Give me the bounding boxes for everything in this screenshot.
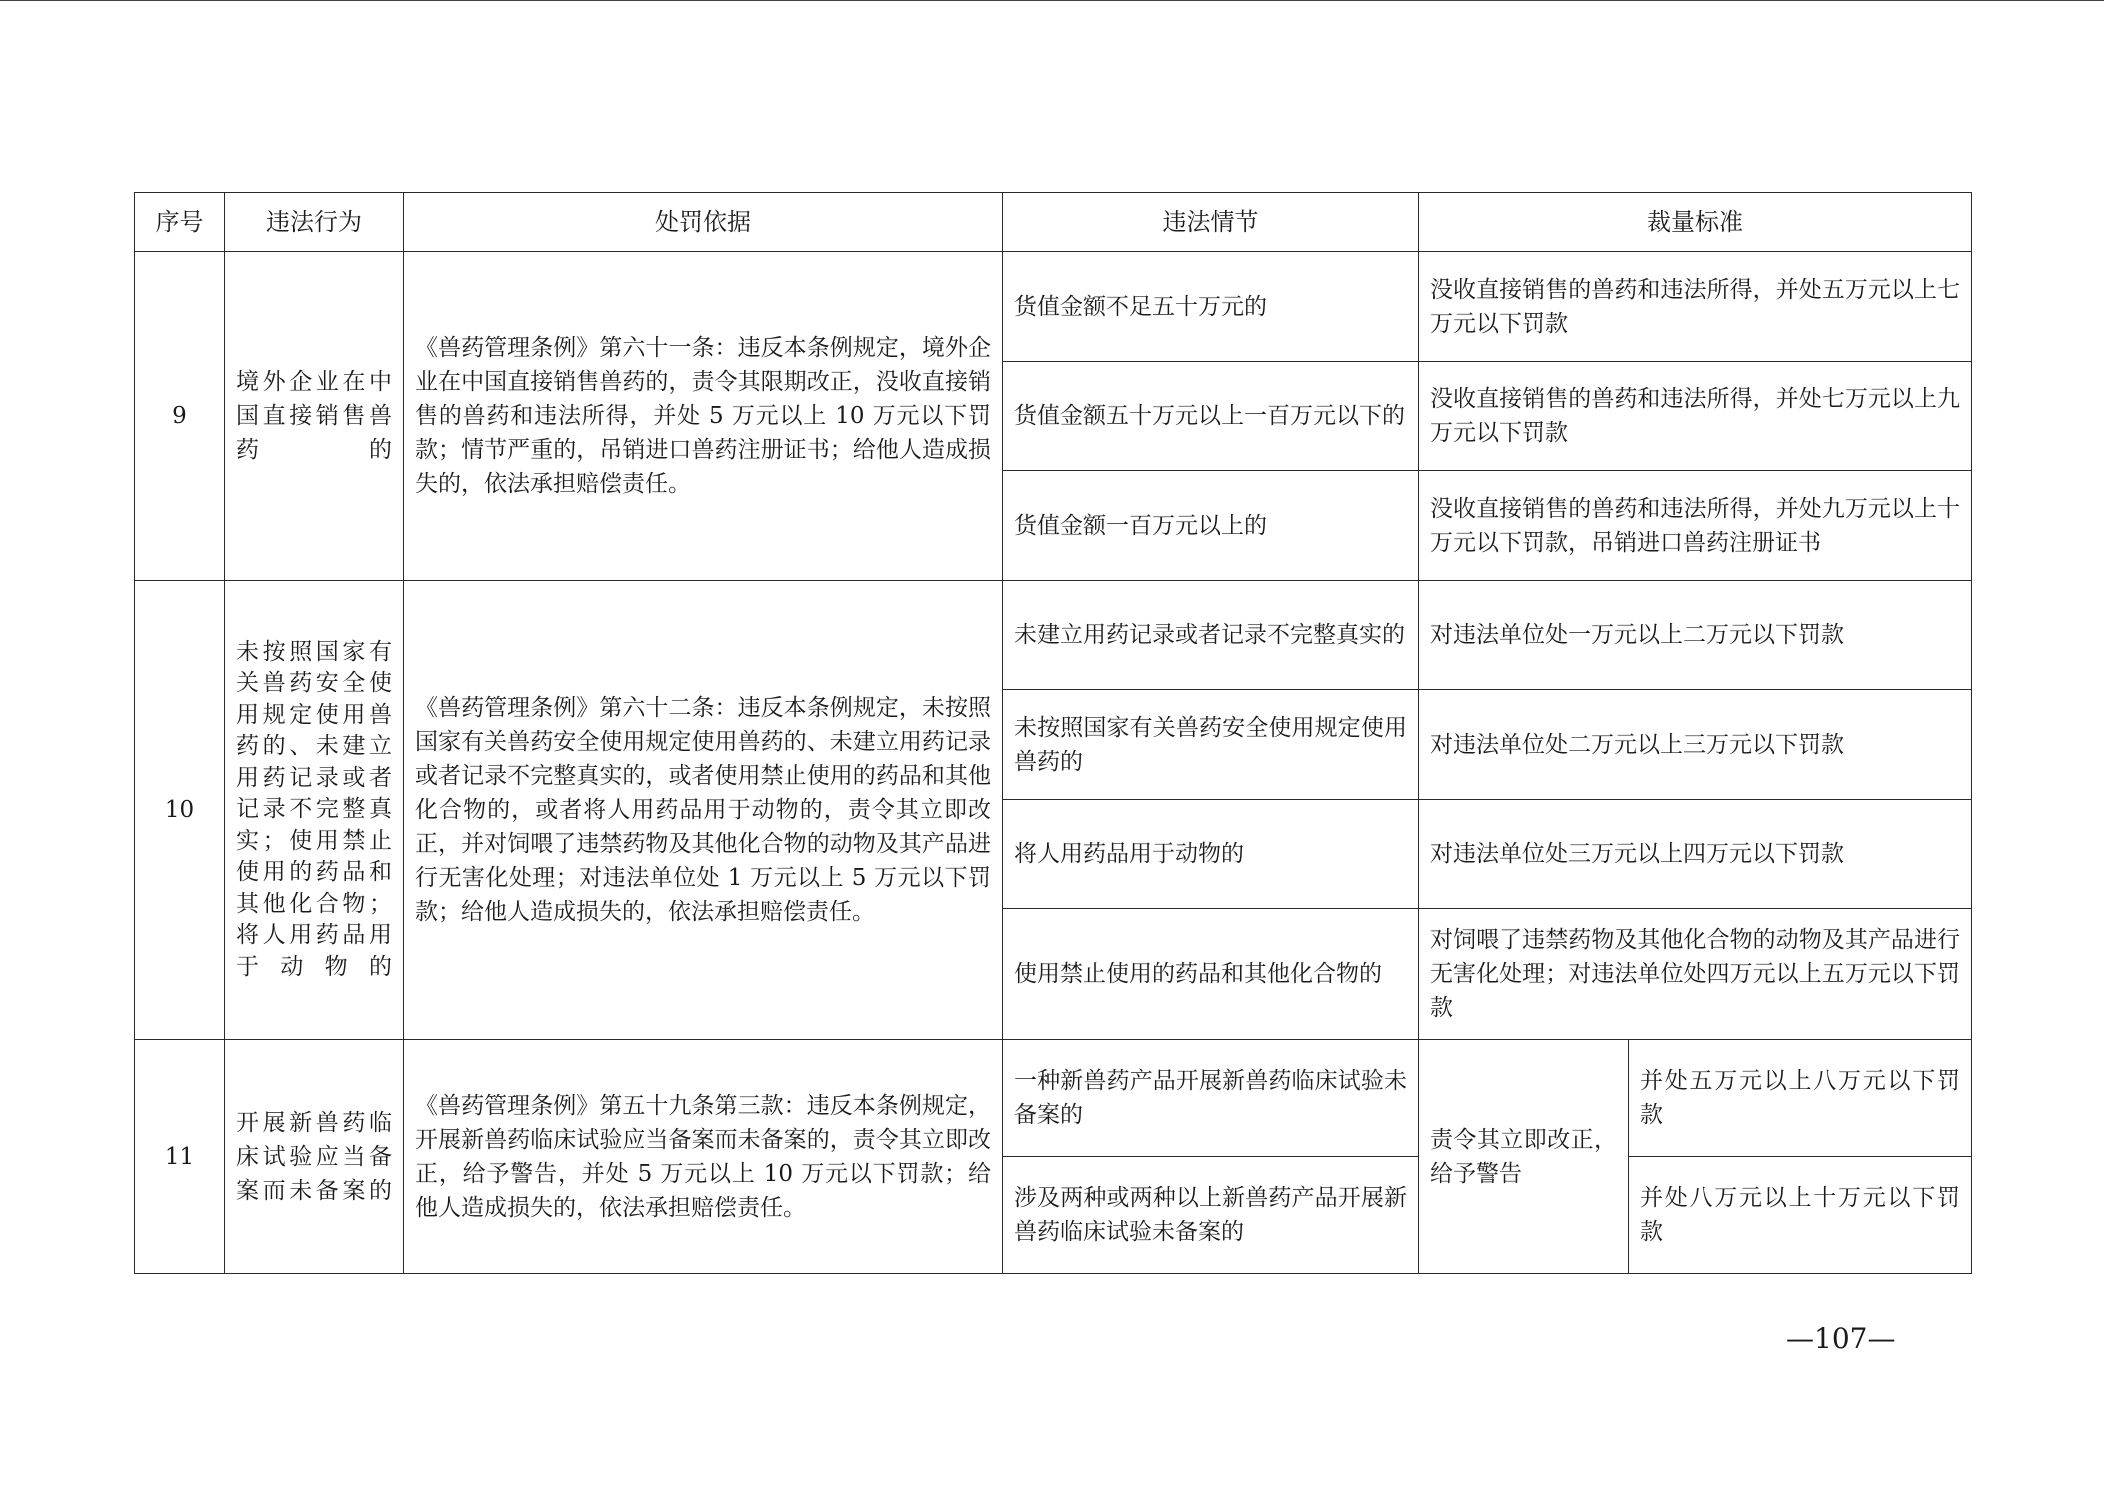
violation-circumstance: 货值金额不足五十万元的	[1003, 252, 1419, 362]
header-action: 违法行为	[225, 193, 404, 252]
violation-circumstance: 使用禁止使用的药品和其他化合物的	[1003, 909, 1419, 1040]
violation-circumstance: 货值金额一百万元以上的	[1003, 471, 1419, 581]
penalty-discretion-table	[134, 192, 1972, 1274]
table-row	[135, 1040, 1972, 1157]
page-number: —107—	[1786, 1322, 1896, 1355]
penalty-basis: 《兽药管理条例》第六十二条：违反本条例规定，未按照国家有关兽药安全使用规定使用兽药的、未建立用药记录或者记录不完整真实的，或者使用禁止使用的药品和其他化合物的，或者将人用药品用于动物的，责令其立即改正，并对饲喂了违禁药物及其他化合物的动物及其产品进行无害化处理；对违法单位处 1 万元以上 5 万元以下罚款；给他人造成损失的，依法承担赔偿责任。	[404, 581, 1003, 1040]
violation-action: 未按照国家有关兽药安全使用规定使用兽药的、未建立用药记录或者记录不完整真实；使用禁止使用的药品和其他化合物；将人用药品用于动物的	[225, 581, 404, 1040]
discretion-standard: 对违法单位处三万元以上四万元以下罚款	[1419, 800, 1972, 909]
row-index: 10	[135, 581, 225, 1040]
discretion-standard: 并处五万元以上八万元以下罚款	[1629, 1040, 1972, 1157]
discretion-standard: 没收直接销售的兽药和违法所得，并处七万元以上九万元以下罚款	[1419, 362, 1972, 471]
header-circumstance: 违法情节	[1003, 193, 1419, 252]
header-standard: 裁量标准	[1419, 193, 1972, 252]
violation-circumstance: 将人用药品用于动物的	[1003, 800, 1419, 909]
row-index: 9	[135, 252, 225, 581]
violation-circumstance: 货值金额五十万元以上一百万元以下的	[1003, 362, 1419, 471]
violation-action: 开展新兽药临床试验应当备案而未备案的	[225, 1040, 404, 1274]
header-basis: 处罚依据	[404, 193, 1003, 252]
discretion-standard: 没收直接销售的兽药和违法所得，并处九万元以上十万元以下罚款，吊销进口兽药注册证书	[1419, 471, 1972, 581]
penalty-basis: 《兽药管理条例》第五十九条第三款：违反本条例规定，开展新兽药临床试验应当备案而未备案的，责令其立即改正，给予警告，并处 5 万元以上 10 万元以下罚款；给他人造成损失的，依法承担赔偿责任。	[404, 1040, 1003, 1274]
header-index: 序号	[135, 193, 225, 252]
discretion-standard: 对违法单位处二万元以上三万元以下罚款	[1419, 690, 1972, 800]
discretion-standard: 并处八万元以上十万元以下罚款	[1629, 1157, 1972, 1274]
common-standard: 责令其立即改正，给予警告	[1419, 1040, 1629, 1274]
violation-circumstance: 涉及两种或两种以上新兽药产品开展新兽药临床试验未备案的	[1003, 1157, 1419, 1274]
violation-circumstance: 一种新兽药产品开展新兽药临床试验未备案的	[1003, 1040, 1419, 1157]
table-header-row	[135, 193, 1972, 252]
penalty-basis: 《兽药管理条例》第六十一条：违反本条例规定，境外企业在中国直接销售兽药的，责令其限期改正，没收直接销售的兽药和违法所得，并处 5 万元以上 10 万元以下罚款；情节严重的，吊销进口兽药注册证书；给他人造成损失的，依法承担赔偿责任。	[404, 252, 1003, 581]
row-index: 11	[135, 1040, 225, 1274]
violation-circumstance: 未建立用药记录或者记录不完整真实的	[1003, 581, 1419, 690]
table-row	[135, 252, 1972, 362]
table-row	[135, 581, 1972, 690]
discretion-standard: 对违法单位处一万元以上二万元以下罚款	[1419, 581, 1972, 690]
violation-circumstance: 未按照国家有关兽药安全使用规定使用兽药的	[1003, 690, 1419, 800]
discretion-standard: 没收直接销售的兽药和违法所得，并处五万元以上七万元以下罚款	[1419, 252, 1972, 362]
discretion-standard: 对饲喂了违禁药物及其他化合物的动物及其产品进行无害化处理；对违法单位处四万元以上五万元以下罚款	[1419, 909, 1972, 1040]
violation-action: 境外企业在中国直接销售兽药的	[225, 252, 404, 581]
top-border-line	[0, 0, 2104, 1]
